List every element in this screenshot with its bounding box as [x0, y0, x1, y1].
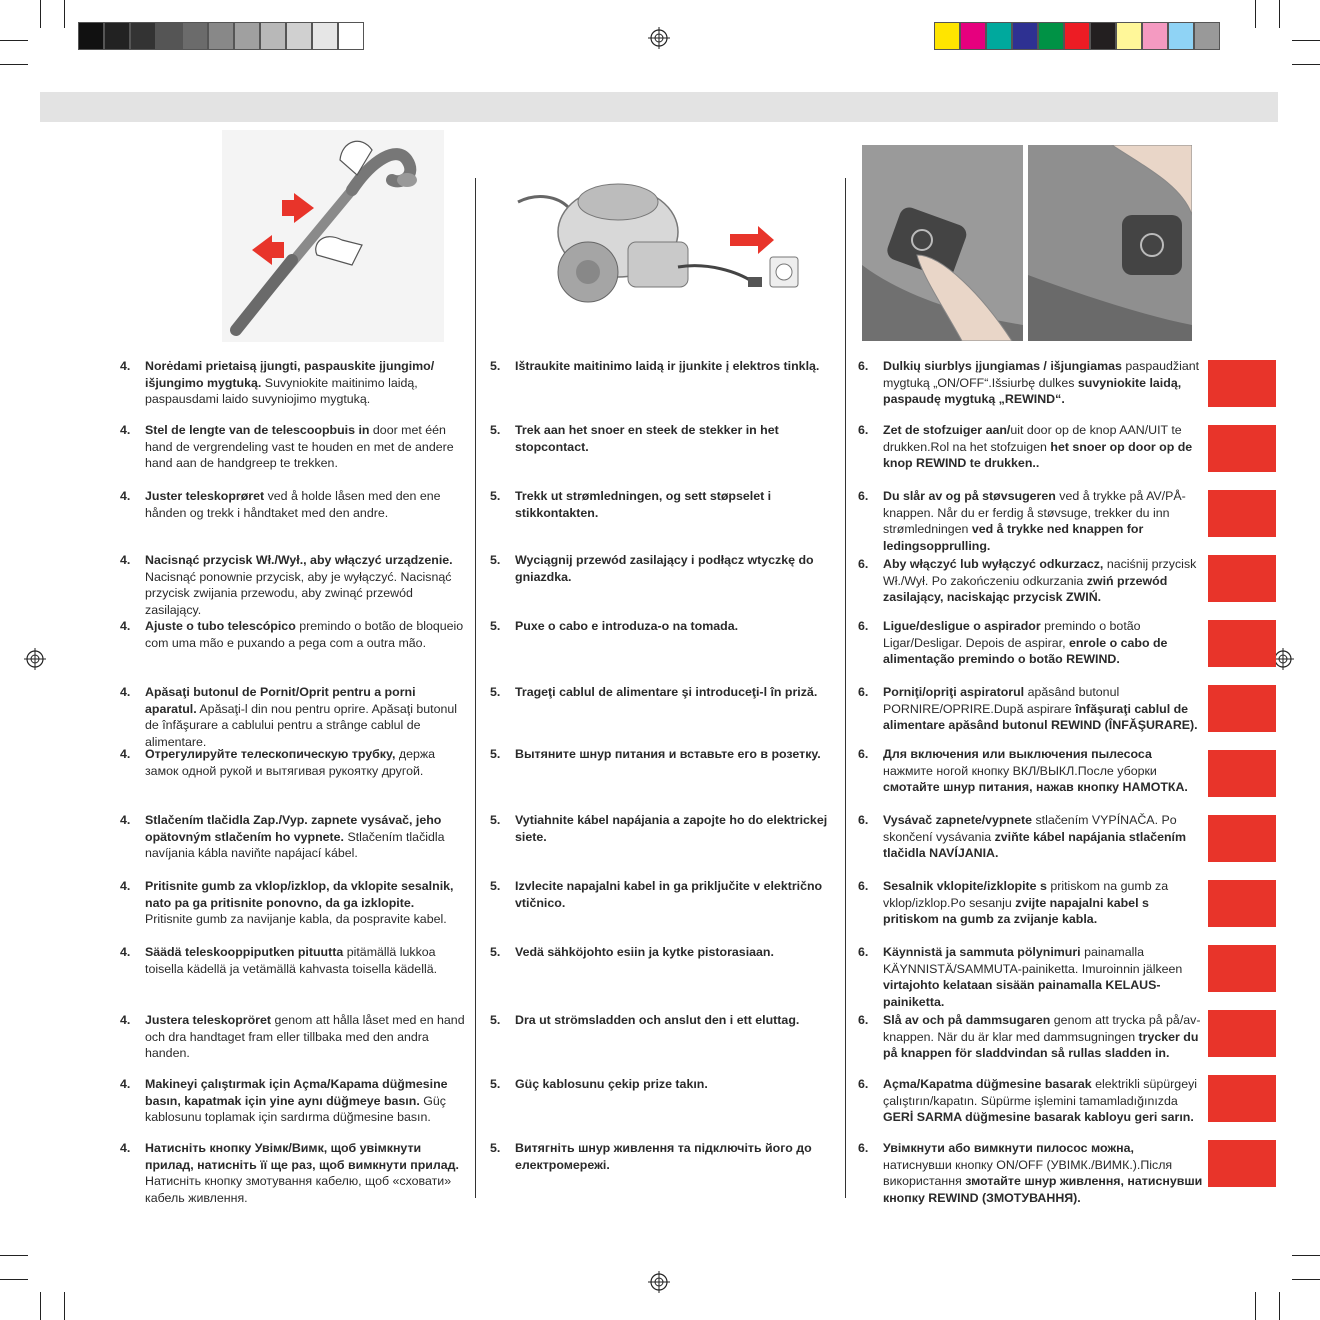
step-number: 5. — [490, 879, 501, 893]
step-text — [145, 1012, 465, 1062]
step-number: 5. — [490, 685, 501, 699]
step-number: 5. — [490, 1141, 501, 1155]
step-text — [145, 358, 465, 408]
color-swatch — [1090, 22, 1116, 50]
bold-run: Trek aan het snoer en steek de stekker in het stopcontact. — [515, 423, 779, 454]
color-swatch — [1194, 22, 1220, 50]
vacuum-plug-illustration — [508, 162, 803, 312]
bold-run: zvijte napajalni kabel s pritiskom na gumb za zvijanje kabla. — [883, 895, 1149, 926]
step-number: 4. — [120, 553, 131, 567]
language-tab — [1208, 685, 1276, 732]
bold-run: ved å trykke ned knappen for ledingsopprulling. — [883, 522, 1144, 553]
step-text — [145, 812, 465, 862]
color-swatch — [1142, 22, 1168, 50]
language-tab — [1208, 425, 1276, 472]
bold-run: enrole o cabo de alimentação premindo o botão REWIND. — [883, 635, 1168, 666]
step-number: 5. — [490, 1013, 501, 1027]
bold-run: suvyniokite laidą, paspaudę mygtuką „REWIND“. — [883, 375, 1182, 406]
step-number: 5. — [490, 359, 501, 373]
step-number: 4. — [120, 359, 131, 373]
text-run: pitämällä lukkoa toisella kädellä ja vetämällä kahvasta toisella kädellä. — [145, 945, 438, 976]
bold-run: Ištraukite maitinimo laidą ir įjunkite į elektros tinklą. — [515, 359, 820, 373]
step-text — [883, 1012, 1203, 1062]
text-run: pritiskom na gumb za vklop/izklop.Po sesanju — [883, 879, 1169, 910]
bold-run: Vysávač zapnete/vypnete — [883, 813, 1032, 827]
text-run: stlačením VYPÍNAČA. Po skončení vysávania — [883, 813, 1177, 844]
text-run: Натисніть кнопку змотування кабелю, щоб «сховати» кабель живлення. — [145, 1174, 452, 1205]
crop-mark — [0, 40, 28, 41]
language-tab — [1208, 750, 1276, 797]
step-number: 4. — [120, 619, 131, 633]
bold-run: Açma/Kapatma düğmesine basarak — [883, 1077, 1092, 1091]
bold-run: змотайте шнур живлення, натиснувши кнопку REWIND (ЗМОТУВАННЯ). — [883, 1174, 1203, 1205]
step-number: 6. — [858, 945, 869, 959]
bold-run: Norėdami prietaisą įjungti, paspauskite įjungimo/ išjungimo mygtuką. — [145, 359, 435, 390]
language-tab — [1208, 360, 1276, 407]
step-text — [515, 1012, 835, 1029]
bold-run: Puxe o cabo e introduza-o na tomada. — [515, 619, 739, 633]
step-number: 6. — [858, 879, 869, 893]
crop-mark — [64, 1292, 65, 1320]
bold-run: Porniţi/opriţi aspiratorul — [883, 685, 1025, 699]
text-run: Apăsaţi-l din nou pentru oprire. Apăsaţi butonul de înfăşurare a cablului pentru a strânge cablul de alimentare. — [145, 701, 458, 749]
step-text — [883, 488, 1203, 554]
color-swatch — [208, 22, 234, 50]
bold-run: zviňte kábel napájania stlačením tlačidla NAVÍJANIA. — [883, 829, 1187, 860]
crop-mark — [40, 1292, 41, 1320]
text-run: naciśnij przycisk Wł./Wył. Po zakończeniu odkurzania — [883, 557, 1197, 588]
step-number: 6. — [858, 747, 869, 761]
step-text — [883, 422, 1203, 472]
step-number: 6. — [858, 1013, 869, 1027]
column-divider — [845, 178, 846, 1198]
text-run: ved å trykke på AV/PÅ-knappen. Når du er ferdig å støvsuge, trekker du inn strømledningen — [883, 489, 1186, 536]
step-number: 4. — [120, 1077, 131, 1091]
crop-mark — [1292, 64, 1320, 65]
step-number: 4. — [120, 1013, 131, 1027]
language-tab — [1208, 815, 1276, 862]
step-text — [515, 552, 835, 585]
bold-run: Säädä teleskooppiputken pituutta — [145, 945, 344, 959]
color-swatch — [986, 22, 1012, 50]
text-run: ved å holde låsen med den ene hånden og trekk i håndtaket med den andre. — [145, 489, 441, 520]
bold-run: Натисніть кнопку Увімк/Вимк, щоб увімкнути прилад, натисніть її ще раз, щоб вимкнути прилад. — [145, 1141, 459, 1172]
header-banner — [40, 92, 1278, 122]
color-swatch — [312, 22, 338, 50]
step-number: 4. — [120, 1141, 131, 1155]
bold-run: Увімкнути або вимкнути пилосос можна, — [883, 1141, 1134, 1155]
step-text — [145, 878, 465, 928]
step-text — [515, 358, 835, 375]
bold-run: het snoer op door op de knop REWIND te drukken.. — [883, 439, 1193, 470]
bold-run: Izvlecite napajalni kabel in ga priključite v električno vtičnico. — [515, 879, 823, 910]
step-number: 4. — [120, 945, 131, 959]
step-text — [515, 812, 835, 845]
bold-run: Vytiahnite kábel napájania a zapojte ho do elektrickej siete. — [515, 813, 828, 844]
bold-run: virtajohto kelataan sisään painamalla KELAUS-painiketta. — [883, 978, 1161, 1009]
crop-mark — [0, 64, 28, 65]
text-run: premindo o botão de bloqueio com uma mão e puxando a pega com a outra mão. — [145, 619, 464, 650]
step-number: 4. — [120, 879, 131, 893]
bold-run: Makineyi çalıştırmak için Açma/Kapama düğmesine basın, kapatmak için yine aynı düğmeye basın. — [145, 1077, 448, 1108]
step-text — [883, 878, 1203, 928]
text-run: genom att trycka på på/av-knappen. När du är klar med dammsugningen — [883, 1013, 1201, 1044]
bold-run: Dra ut strömsladden och anslut den i ett eluttag. — [515, 1013, 800, 1027]
bold-run: Ligue/desligue o aspirador — [883, 619, 1041, 633]
registration-target-icon — [24, 648, 46, 670]
step-text — [145, 422, 465, 472]
color-swatch — [1064, 22, 1090, 50]
text-run: нажмите ногой кнопку ВКЛ/ВЫКЛ.После уборки — [883, 763, 1157, 778]
step-text — [145, 552, 465, 618]
color-swatch — [286, 22, 312, 50]
bold-run: Güç kablosunu çekip prize takın. — [515, 1077, 708, 1091]
language-tab — [1208, 945, 1276, 992]
bold-run: Stel de lengte van de telescoopbuis in — [145, 423, 370, 437]
bold-run: Ajuste o tubo telescópico — [145, 619, 296, 633]
bold-run: Pritisnite gumb za vklop/izklop, da vklopite sesalnik, nato pa ga pritisnite ponovno, da ga izklopite. — [145, 879, 454, 910]
buttons-photo-illustration — [862, 145, 1192, 341]
text-run: Stlačením tlačidla navíjania kábla naviňte napájací kábel. — [145, 829, 445, 860]
telescopic-tube-illustration — [222, 130, 444, 342]
step-text — [883, 944, 1203, 1010]
bold-run: Отрегулируйте телескопическую трубку, — [145, 747, 396, 761]
registration-target-icon — [648, 27, 670, 49]
bold-run: Stlačením tlačidla Zap./Vyp. zapnete vysávač, jeho opätovným stlačením ho vypnete. — [145, 813, 442, 844]
text-run: genom att hålla låset med en hand och dra handtaget fram eller tillbaka med den andra handen. — [145, 1013, 465, 1060]
bold-run: Sesalnik vklopite/izklopite s — [883, 879, 1047, 893]
language-tab — [1208, 880, 1276, 927]
step-text — [145, 618, 465, 651]
step-text — [883, 1140, 1203, 1206]
step-number: 5. — [490, 553, 501, 567]
language-tab — [1208, 555, 1276, 602]
step-text — [883, 684, 1203, 734]
step-text — [883, 812, 1203, 862]
color-swatch — [156, 22, 182, 50]
step-number: 5. — [490, 423, 501, 437]
bold-run: Slå av och på dammsugaren — [883, 1013, 1051, 1027]
step-number: 6. — [858, 1077, 869, 1091]
bold-run: trycker du på knappen för sladdvindan så rullas sladden in. — [883, 1029, 1199, 1060]
bold-run: Vedä sähköjohto esiin ja kytke pistorasiaan. — [515, 945, 774, 959]
bold-run: Juster teleskoprøret — [145, 489, 265, 503]
text-run: Suvyniokite maitinimo laidą, paspausdami laido suvyniojimo mygtuką. — [145, 375, 418, 406]
crop-mark — [64, 0, 65, 28]
step-text — [145, 944, 465, 977]
bold-run: Для включения или выключения пылесоса — [883, 747, 1152, 761]
step-number: 5. — [490, 747, 501, 761]
step-number: 6. — [858, 423, 869, 437]
language-tab — [1208, 490, 1276, 537]
step-number: 6. — [858, 489, 869, 503]
step-number: 6. — [858, 619, 869, 633]
bold-run: GERİ SARMA düğmesine basarak kabloyu geri sarın. — [883, 1110, 1194, 1124]
color-swatch — [104, 22, 130, 50]
step-number: 5. — [490, 813, 501, 827]
step-text — [883, 556, 1203, 606]
crop-mark — [0, 1279, 28, 1280]
step-text — [145, 1140, 465, 1206]
step-number: 6. — [858, 813, 869, 827]
step-text — [515, 1076, 835, 1093]
text-run: Güç kablosunu toplamak için sardırma düğmesine basın. — [145, 1093, 446, 1124]
color-swatch — [1012, 22, 1038, 50]
bold-run: Apăsaţi butonul de Pornit/Oprit pentru a porni aparatul. — [145, 685, 416, 716]
color-swatch — [1168, 22, 1194, 50]
crop-mark — [1255, 1292, 1256, 1320]
color-swatch — [78, 22, 104, 50]
step-text — [145, 488, 465, 521]
crop-mark — [40, 0, 41, 28]
step-text — [883, 1076, 1203, 1126]
color-swatch — [260, 22, 286, 50]
crop-mark — [1292, 1279, 1320, 1280]
language-tab — [1208, 620, 1276, 667]
bold-run: Trekk ut strømledningen, og sett støpselet i stikkontakten. — [515, 489, 772, 520]
text-run: uit door op de knop AAN/UIT te drukken.Rol na het stofzuigen — [883, 423, 1182, 454]
crop-mark — [1292, 40, 1320, 41]
language-tab — [1208, 1010, 1276, 1057]
color-swatch — [234, 22, 260, 50]
bold-run: zwiń przewód zasilający, naciskając przycisk ZWIŃ. — [883, 573, 1168, 604]
step-number: 5. — [490, 489, 501, 503]
bold-run: Витягніть шнур живлення та підключіть його до електромережі. — [515, 1141, 812, 1172]
color-swatch — [1038, 22, 1064, 50]
text-run: apăsând butonul PORNIRE/OPRIRE.După aspirare — [883, 685, 1120, 716]
step-text — [515, 746, 835, 763]
step-text — [883, 618, 1203, 668]
bold-run: înfăşuraţi cablul de alimentare apăsând butonul REWIND (ÎNFĂŞURARE). — [883, 701, 1198, 732]
color-swatch — [182, 22, 208, 50]
color-swatch — [130, 22, 156, 50]
crop-mark — [1292, 1255, 1320, 1256]
crop-mark — [1279, 0, 1280, 28]
text-run: elektrikli süpürgeyi çalıştırın/kapatın. Süpürme işlemini tamamladığınızda — [883, 1077, 1198, 1108]
text-run: держа замок одной рукой и вытягивая рукоятку другой. — [145, 747, 436, 778]
step-number: 6. — [858, 685, 869, 699]
step-text — [515, 422, 835, 455]
bold-run: Вытяните шнур питания и вставьте его в розетку. — [515, 747, 821, 761]
step-text — [883, 358, 1203, 408]
language-tab — [1208, 1140, 1276, 1187]
bold-run: Du slår av og på støvsugeren — [883, 489, 1056, 503]
text-run: paspaudžiant mygtuką „ON/OFF“.Išsiurbę dulkes — [883, 359, 1200, 390]
step-number: 5. — [490, 619, 501, 633]
text-run: premindo o botão Ligar/Desligar. Depois de aspirar, — [883, 619, 1141, 650]
step-number: 4. — [120, 423, 131, 437]
text-run: painamalla KÄYNNISTÄ/SAMMUTA-painiketta. Imuroinnin jälkeen — [883, 945, 1183, 976]
step-text — [145, 684, 465, 750]
bold-run: Nacisnąć przycisk Wł./Wył., aby włączyć urządzenie. — [145, 553, 453, 567]
registration-target-icon — [648, 1271, 670, 1293]
bold-run: Käynnistä ja sammuta pölynimuri — [883, 945, 1081, 959]
step-number: 4. — [120, 489, 131, 503]
step-number: 6. — [858, 557, 869, 571]
grayscale-color-bar — [78, 22, 364, 50]
color-swatch — [338, 22, 364, 50]
step-number: 4. — [120, 685, 131, 699]
language-tabs — [1208, 360, 1276, 1205]
bold-run: Dulkių siurblys įjungiamas / išjungiamas — [883, 359, 1122, 373]
step-text — [515, 488, 835, 521]
step-number: 4. — [120, 747, 131, 761]
step-text — [515, 684, 835, 701]
bold-run: Trageţi cablul de alimentare şi introduceţi-l în priză. — [515, 685, 818, 699]
crop-mark — [0, 1255, 28, 1256]
text-run: Pritisnite gumb za navijanje kabla, da pospravite kabel. — [145, 912, 447, 926]
step-number: 5. — [490, 945, 501, 959]
bold-run: Wyciągnij przewód zasilający i podłącz wtyczkę do gniazdka. — [515, 553, 814, 584]
step-number: 4. — [120, 813, 131, 827]
step-text — [515, 618, 835, 635]
step-number: 6. — [858, 1141, 869, 1155]
bold-run: Aby włączyć lub wyłączyć odkurzacz, — [883, 557, 1104, 571]
crop-mark — [1255, 0, 1256, 28]
bold-run: Zet de stofzuiger aan/ — [883, 423, 1011, 437]
language-tab — [1208, 1075, 1276, 1122]
crop-mark — [1279, 1292, 1280, 1320]
bold-run: Justera teleskopröret — [145, 1013, 272, 1027]
text-run: Nacisnąć ponownie przycisk, aby je wyłączyć. Nacisnąć przycisk zwijania przewodu, aby zwinąć przewód zasilający. — [145, 569, 452, 617]
step-number: 6. — [858, 359, 869, 373]
step-text — [145, 1076, 465, 1126]
cmyk-color-bar — [934, 22, 1220, 50]
text-run: door met één hand de vergrendeling vast te houden en met de andere hand aan de handgreep te trekken. — [145, 423, 454, 470]
color-swatch — [1116, 22, 1142, 50]
text-run: натиснувши кнопку ON/OFF (УВІМК./ВИМК.).Після використання — [883, 1157, 1173, 1188]
step-text — [145, 746, 465, 779]
step-text — [515, 944, 835, 961]
column-divider — [475, 178, 476, 1198]
color-swatch — [960, 22, 986, 50]
color-swatch — [934, 22, 960, 50]
step-number: 5. — [490, 1077, 501, 1091]
step-text — [883, 746, 1203, 796]
step-text — [515, 878, 835, 911]
bold-run: смотайте шнур питания, нажав кнопку НАМОТКА. — [883, 780, 1188, 794]
step-text — [515, 1140, 835, 1173]
